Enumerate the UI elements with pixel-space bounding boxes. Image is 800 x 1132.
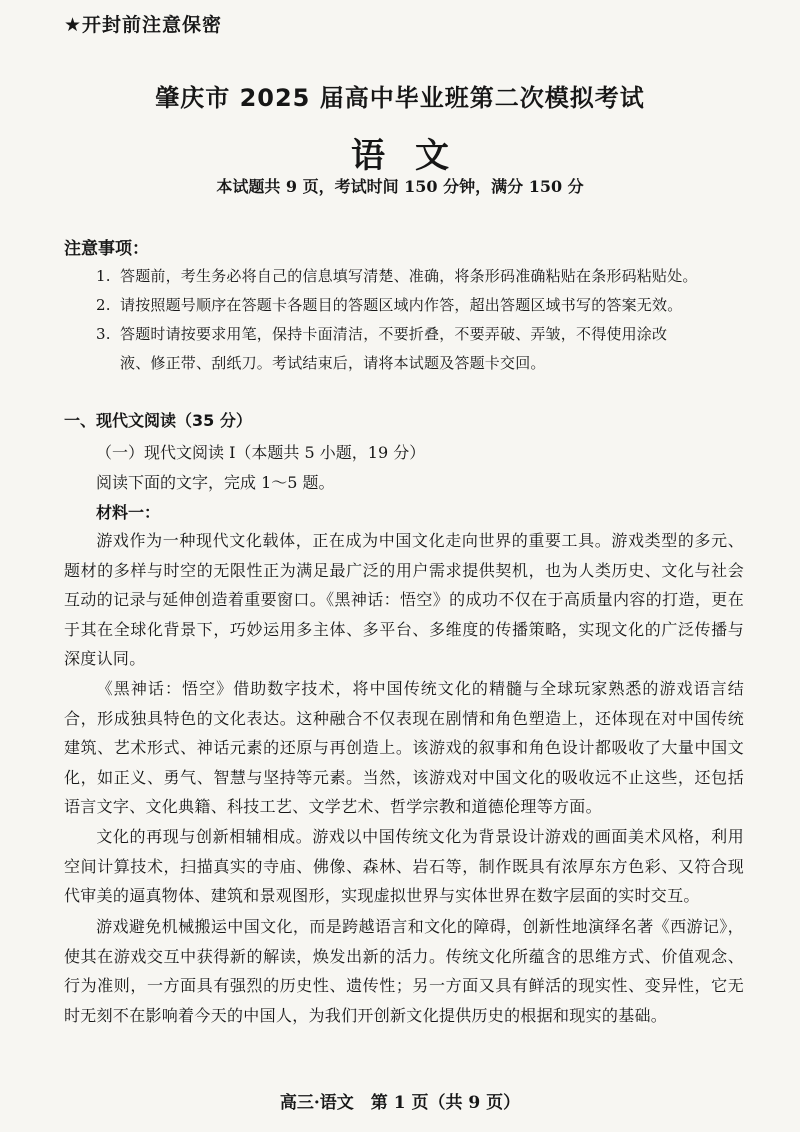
notes-heading: 注意事项： [64,239,149,259]
page-footer: 高三·语文 第 1 页（共 9 页） [279,1093,521,1113]
exam-title: 肇庆市 2025 届高中毕业班第二次模拟考试 [155,84,645,112]
note-item [96,291,756,320]
paragraph [64,912,744,1030]
subsection-heading: （一）现代文阅读 I（本题共 5 小题，19 分） [96,443,426,462]
paragraph [64,822,744,911]
material-label: 材料一： [96,503,161,522]
note-number: 3. [96,325,111,343]
paragraph [64,674,744,822]
note-item [96,262,756,291]
paragraph-text: 游戏避免机械搬运中国文化，而是跨越语言和文化的障碍，创新性地演绎名著《西游记》，使其在游戏交互中获得新的解读，焕发出新的活力。传统文化所蕴含的思维方式、价值观念、行为准则，一方面具有强烈的历史性、遗传性；另一方面又具有鲜活的现实性、变异性，它无时无刻不在影响着今天的中国人，为我们开创新文化提供历史的根据和现实的基础。 [64,917,744,1025]
note-number: 2. [96,296,111,314]
paragraph-text: 游戏作为一种现代文化载体，正在成为中国文化走向世界的重要工具。游戏类型的多元、题材的多样与时空的无限性正为满足最广泛的用户需求提供契机，也为人类历史、文化与社会互动的记录与延伸创造着重要窗口。《黑神话：悟空》的成功不仅在于高质量内容的打造，更在于其在全球化背景下，巧妙运用多主体、多平台、多维度的传播策略，实现文化的广泛传播与深度认同。 [64,531,744,668]
note-item [96,320,756,378]
exam-meta: 本试题共 9 页，考试时间 150 分钟，满分 150 分 [216,177,584,196]
note-number: 1. [96,267,111,285]
note-text: 答题前，考生务必将自己的信息填写清楚、准确，将条形码准确粘贴在条形码粘贴处。 [120,267,698,285]
paragraph-text: 《黑神话：悟空》借助数字技术，将中国传统文化的精髓与全球玩家熟悉的游戏语言结合，形成独具特色的文化表达。这种融合不仅表现在剧情和角色塑造上，还体现在对中国传统建筑、艺术形式、神话元素的还原与再创造上。该游戏的叙事和角色设计都吸收了大量中国文化，如正义、勇气、智慧与坚持等元素。当然，该游戏对中国文化的吸收远不止这些，还包括语言文字、文化典籍、科技工艺、文学艺术、哲学宗教和道德伦理等方面。 [64,679,744,816]
note-text: 答题时请按要求用笔，保持卡面清洁，不要折叠，不要弄破、弄皱，不得使用涂改 [120,325,668,343]
section-heading: 一、现代文阅读（35 分） [64,411,252,430]
reading-instruction: 阅读下面的文字，完成 1～5 题。 [96,473,335,492]
note-text-continued: 液、修正带、刮纸刀。考试结束后，请将本试题及答题卡交回。 [120,354,546,372]
confidential-mark: ★开封前注意保密 [64,14,223,36]
note-text: 请按照题号顺序在答题卡各题目的答题区域内作答，超出答题区域书写的答案无效。 [120,296,683,314]
subject-title: 语文 [351,136,479,176]
paragraph [64,526,744,674]
paragraph-text: 文化的再现与创新相辅相成。游戏以中国传统文化为背景设计游戏的画面美术风格，利用空间计算技术，扫描真实的寺庙、佛像、森林、岩石等，制作既具有浓厚东方色彩、又符合现代审美的逼真物体、建筑和景观图形，实现虚拟世界与实体世界在数字层面的实时交互。 [64,827,744,905]
